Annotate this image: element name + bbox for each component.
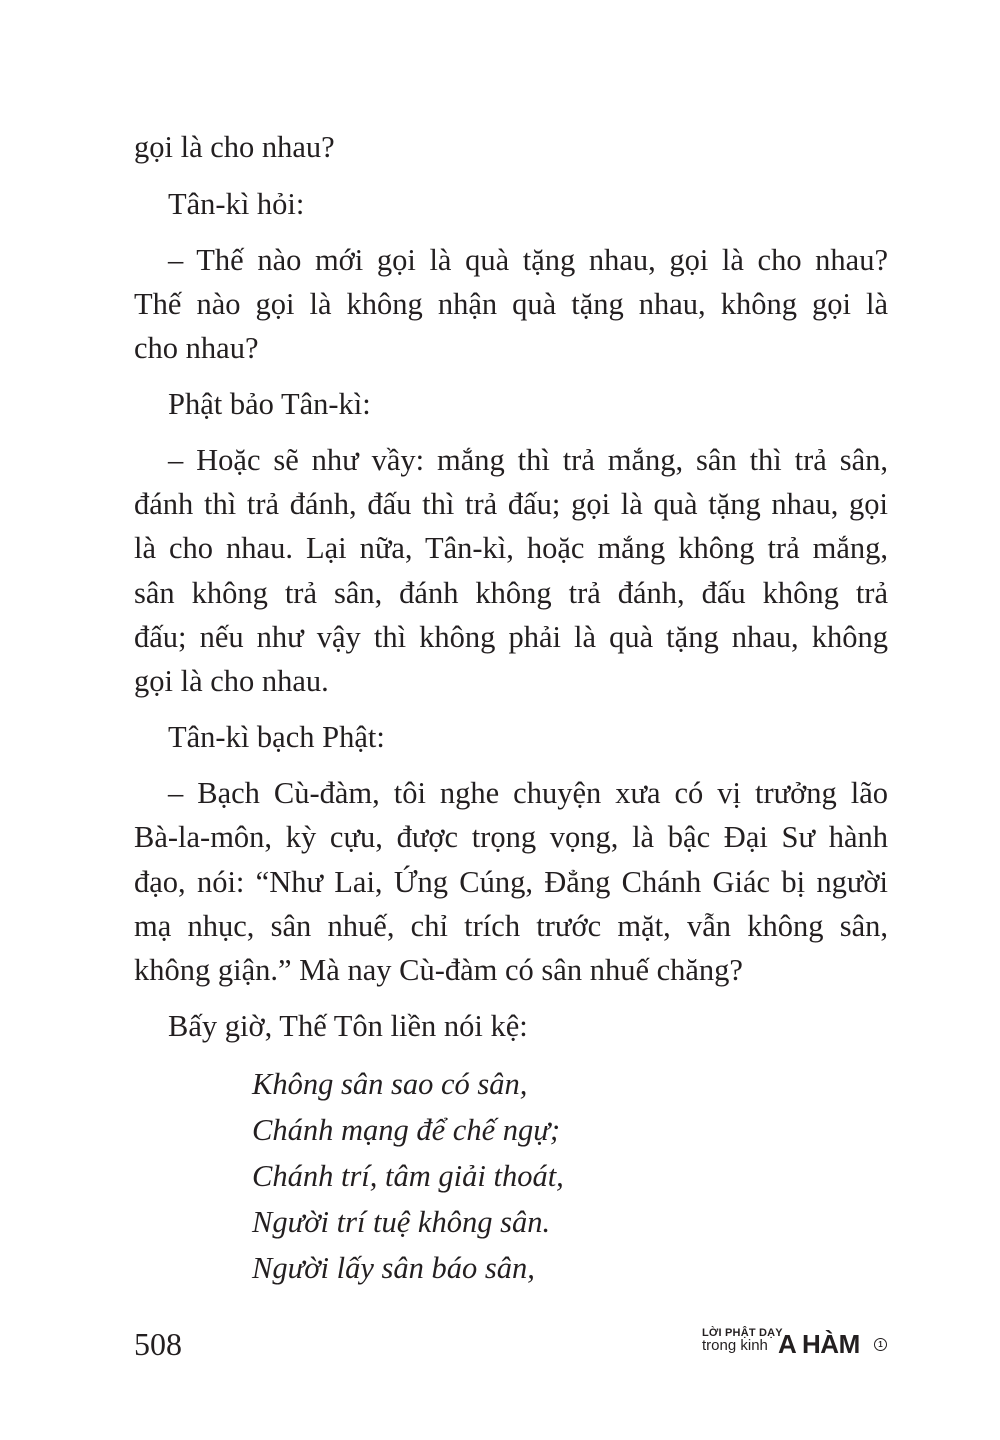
text-line: mạ nhục, sân nhuế, chỉ trích trước mặt, vẫn không sân, (134, 909, 888, 943)
text-line: – Bạch Cù-đàm, tôi nghe chuyện xưa có vị trưởng lão (168, 776, 888, 810)
text-line: là cho nhau. Lại nữa, Tân-kì, hoặc mắng không trả mắng, (134, 531, 888, 565)
text-line: sân không trả sân, đánh không trả đánh, đấu không trả (134, 576, 888, 610)
book-title-logo (702, 1324, 892, 1364)
text-line: cho nhau? (134, 331, 259, 365)
text-line: Phật bảo Tân-kì: (168, 387, 371, 421)
text-line: Tân-kì bạch Phật: (168, 720, 385, 754)
text-line: – Thế nào mới gọi là quà tặng nhau, gọi là cho nhau? (168, 243, 888, 277)
verse-line: Chánh mạng để chế ngự; (252, 1113, 561, 1147)
text-line: gọi là cho nhau? (134, 130, 335, 164)
verse-line: Người lấy sân báo sân, (252, 1251, 535, 1285)
text-line: Bà-la-môn, kỳ cựu, được trọng vọng, là bậc Đại Sư hành (134, 820, 888, 854)
text-line: Thế nào gọi là không nhận quà tặng nhau, không gọi là (134, 287, 888, 321)
verse-line: Người trí tuệ không sân. (252, 1205, 551, 1239)
text-line: Bấy giờ, Thế Tôn liền nói kệ: (168, 1009, 528, 1043)
volume-badge: 1 (874, 1338, 887, 1351)
text-line: gọi là cho nhau. (134, 664, 329, 698)
logo-top-text: LỜI PHẬT DẠY (702, 1327, 783, 1339)
text-line: – Hoặc sẽ như vầy: mắng thì trả mắng, sân thì trả sân, (168, 443, 888, 477)
verse-line: Không sân sao có sân, (252, 1067, 528, 1101)
text-line: đấu; nếu như vậy thì không phải là quà tặng nhau, không (134, 620, 888, 654)
page-number: 508 (134, 1326, 182, 1362)
logo-bottom-text: trong kinh (702, 1337, 768, 1354)
text-line: Tân-kì hỏi: (168, 187, 305, 221)
text-line: đánh thì trả đánh, đấu thì trả đấu; gọi là quà tặng nhau, gọi (134, 487, 888, 521)
text-line: không giận.” Mà nay Cù-đàm có sân nhuế chăng? (134, 953, 743, 987)
text-line: đạo, nói: “Như Lai, Ứng Cúng, Đẳng Chánh Giác bị người (134, 865, 888, 899)
verse-line: Chánh trí, tâm giải thoát, (252, 1159, 564, 1193)
logo-title: A HÀM (778, 1329, 860, 1359)
